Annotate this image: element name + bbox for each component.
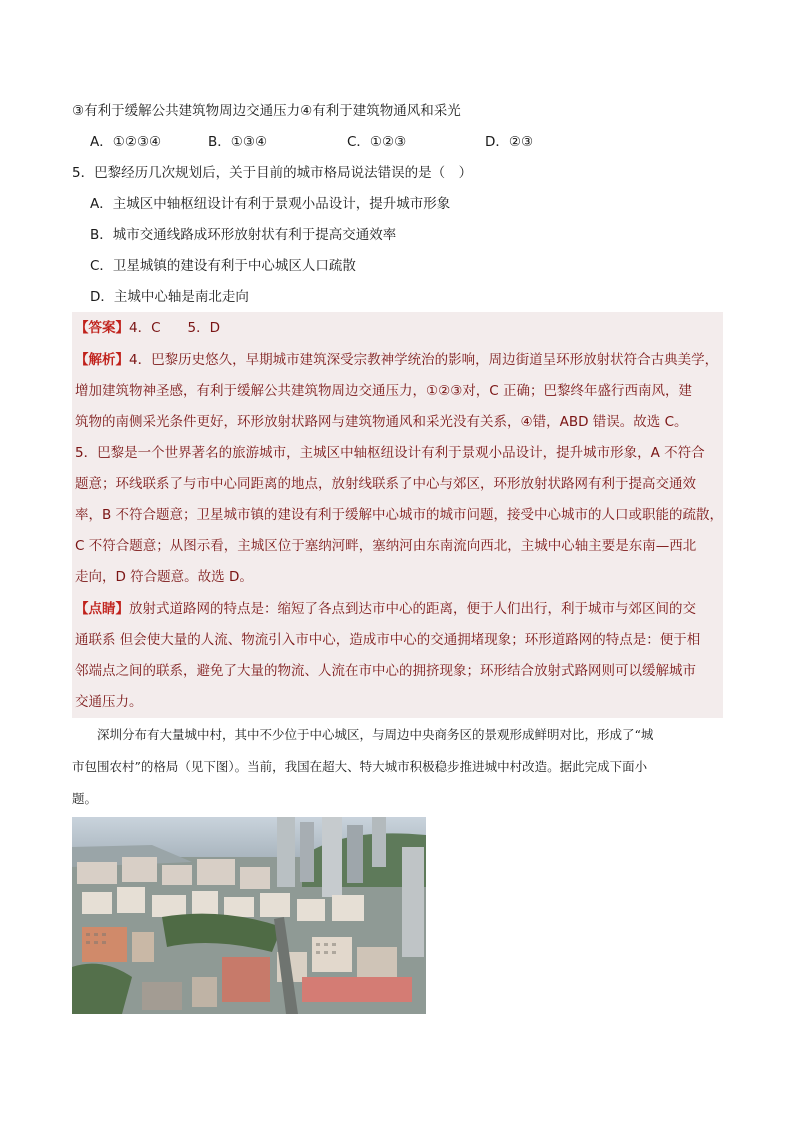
- analysis-line-5: 题意；环线联系了与市中心同距离的地点，放射线联系了中心与郊区，环形放射状路网有利于提高交通效: [75, 476, 696, 492]
- q4-option-d: D．②③: [485, 134, 534, 150]
- analysis-line-4: 5．巴黎是一个世界著名的旅游城市，主城区中轴枢纽设计有利于景观小品设计，提升城市形象，A 不符合: [75, 445, 705, 461]
- analysis-tag: 【解析】: [75, 352, 129, 368]
- q4-option-b: B．①③④: [208, 134, 268, 150]
- analysis-line-8: 走向，D 符合题意。故选 D。: [75, 569, 253, 585]
- q4-statement-tail: ③有利于缓解公共建筑物周边交通压力④有利于建筑物通风和采光: [72, 103, 461, 119]
- passage-line-3: 题。: [72, 791, 98, 806]
- dianjing-line-2: 通联系 但会使大量的人流、物流引入市中心，造成市中心的交通拥堵现象；环形道路网的特点是：便于相: [75, 632, 701, 648]
- answer-text: 4．C 5．D: [129, 320, 220, 336]
- q5-stem: 5．巴黎经历几次规划后，关于目前的城市格局说法错误的是（ ）: [72, 165, 473, 181]
- q5-option-d: D．主城中心轴是南北走向: [90, 289, 249, 305]
- analysis-line-7: C 不符合题意；从图示看，主城区位于塞纳河畔，塞纳河由东南流向西北，主城中心轴主要是东南—西北: [75, 538, 697, 554]
- q4-option-a: A．①②③④: [90, 134, 162, 150]
- passage-line-2: 市包围农村”的格局（见下图）。当前，我国在超大、特大城市积极稳步推进城中村改造。据此完成下面小: [72, 759, 648, 774]
- urban-village-aerial-photo: [72, 817, 426, 1014]
- analysis-line-1: [75, 349, 718, 371]
- q5-option-b: B．城市交通线路成环形放射状有利于提高交通效率: [90, 227, 397, 243]
- dianjing-line-1: [75, 598, 696, 620]
- dianjing-tag: 【点睛】: [75, 601, 129, 617]
- passage-line-1: 深圳分布有大量城中村，其中不少位于中心城区，与周边中央商务区的景观形成鲜明对比，形成了“城: [72, 727, 654, 742]
- analysis-text-1: 4．巴黎历史悠久，早期城市建筑深受宗教神学统治的影响，周边街道呈环形放射状符合古典美学，: [129, 352, 719, 368]
- analysis-line-2: 增加建筑物神圣感，有利于缓解公共建筑物周边交通压力，①②③对，C 正确；巴黎终年盛行西南风，建: [75, 383, 693, 399]
- dianjing-text-1: 放射式道路网的特点是：缩短了各点到达市中心的距离，便于人们出行，利于城市与郊区间的交: [129, 601, 696, 617]
- answer-tag: 【答案】: [75, 320, 129, 336]
- dianjing-line-3: 邻端点之间的联系，避免了大量的物流、人流在市中心的拥挤现象；环形结合放射式路网则可以缓解城市: [75, 663, 696, 679]
- answer-line: [75, 317, 220, 339]
- q5-option-c: C．卫星城镇的建设有利于中心城区人口疏散: [90, 258, 356, 274]
- q4-option-c: C．①②③: [347, 134, 407, 150]
- dianjing-line-4: 交通压力。: [75, 694, 143, 710]
- q5-option-a: A．主城区中轴枢纽设计有利于景观小品设计，提升城市形象: [90, 196, 451, 212]
- analysis-line-6: 率，B 不符合题意；卫星城市镇的建设有利于缓解中心城市的城市问题，接受中心城市的人口或职能的疏散，: [75, 507, 724, 523]
- analysis-line-3: 筑物的南侧采光条件更好，环形放射状路网与建筑物通风和采光没有关系，④错，ABD 错误。故选 C。: [75, 414, 688, 430]
